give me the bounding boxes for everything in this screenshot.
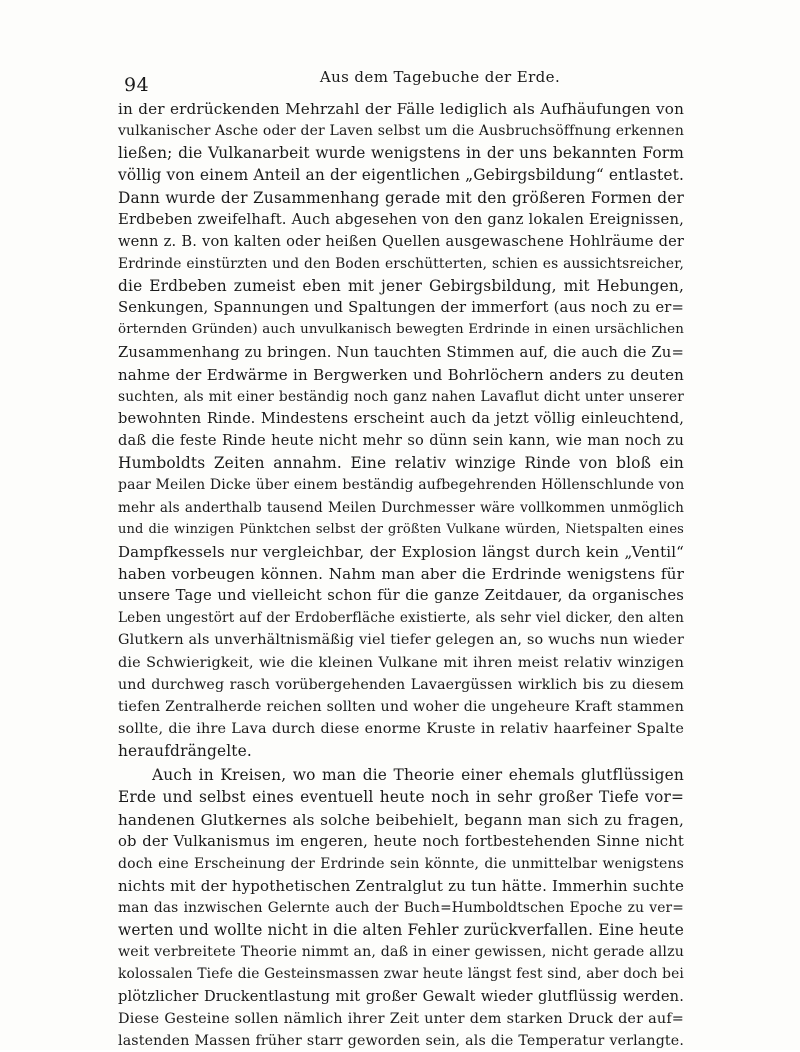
- text-line: kolossalen Tiefe die Gesteinsmassen zwar heute längst fest sind, aber doch bei: [118, 966, 684, 983]
- text-line: unsere Tage und vielleicht schon für die ganze Zeitdauer, da organisches: [118, 587, 684, 605]
- text-line: suchten, als mit einer beständig noch ganz nahen Lavaflut dicht unter unserer: [118, 388, 684, 405]
- text-line: Erdrinde einstürzten und den Boden erschütterten, schien es aussichtsreicher,: [118, 255, 684, 272]
- text-line: doch eine Erscheinung der Erdrinde sein könnte, die unmittelbar wenigstens: [118, 855, 684, 872]
- text-line: bewohnten Rinde. Mindestens erscheint auch da jetzt völlig einleuchtend,: [118, 409, 684, 427]
- text-line: Humboldts Zeiten annahm. Eine relativ winzige Rinde von bloß ein: [118, 454, 684, 473]
- text-line: werten und wollte nicht in die alten Fehler zurückverfallen. Eine heute: [118, 921, 684, 940]
- text-line: Senkungen, Spannungen und Spaltungen der immerfort (aus noch zu er=: [118, 299, 684, 317]
- text-line: wenn z. B. von kalten oder heißen Quellen ausgewaschene Hohlräume der: [118, 232, 684, 250]
- running-head: Aus dem Tagebuche der Erde.: [319, 68, 561, 86]
- text-line: daß die feste Rinde heute nicht mehr so dünn sein kann, wie man noch zu: [118, 432, 684, 450]
- text-line: Glutkern als unverhältnismäßig viel tiefer gelegen an, so wuchs nun wieder: [118, 632, 684, 649]
- text-line: nahme der Erdwärme in Bergwerken und Bohrlöchern anders zu deuten: [118, 365, 684, 384]
- text-line: örternden Gründen) auch unvulkanisch bewegten Erdrinde in einen ursächlichen: [118, 322, 684, 338]
- body-text: [118, 98, 684, 1052]
- text-line: heraufdrängelte.: [118, 742, 252, 761]
- text-line: paar Meilen Dicke über einem beständig aufbegehrenden Höllenschlunde von: [118, 477, 685, 494]
- text-line: und die winzigen Pünktchen selbst der größten Vulkane würden, Nietspalten eines: [118, 521, 684, 537]
- text-line: völlig von einem Anteil an der eigentlichen „Gebirgsbildung“ entlastet.: [118, 166, 684, 185]
- text-line: und durchweg rasch vorübergehenden Lavaergüssen wirklich bis zu diesem: [118, 676, 684, 693]
- text-line: Leben ungestört auf der Erdoberfläche existierte, als sehr viel dicker, den alten: [118, 610, 684, 627]
- text-line: lastenden Massen früher starr geworden sein, als die Temperatur verlangte.: [118, 1032, 684, 1049]
- text-line: nichts mit der hypothetischen Zentralglut zu tun hätte. Immerhin suchte: [118, 876, 684, 895]
- text-line: die Erdbeben zumeist eben mit jener Gebirgsbildung, mit Hebungen,: [118, 277, 684, 296]
- text-line: handenen Glutkernes als solche beibehielt, begann man sich zu fragen,: [118, 810, 684, 829]
- text-line: Zusammenhang zu bringen. Nun tauchten Stimmen auf, die auch die Zu=: [118, 343, 684, 361]
- text-line: haben vorbeugen können. Nahm man aber die Erdrinde wenigstens für: [118, 564, 684, 583]
- text-line: sollte, die ihre Lava durch diese enorme Kruste in relativ haarfeiner Spalte: [118, 720, 684, 737]
- paragraph-2: [118, 764, 684, 1052]
- text-line: man das inzwischen Gelernte auch der Buch=Humboldtschen Epoche zu ver=: [118, 900, 684, 917]
- text-line: Dampfkessels nur vergleichbar, der Explosion längst durch kein „Ventil“: [118, 542, 684, 561]
- text-line: ob der Vulkanismus im engeren, heute noch fortbestehenden Sinne nicht: [118, 832, 684, 850]
- text-line: Erdbeben zweifelhaft. Auch abgesehen von den ganz lokalen Ereignissen,: [118, 210, 684, 228]
- text-line: tiefen Zentralherde reichen sollten und woher die ungeheure Kraft stammen: [118, 698, 684, 715]
- text-line: Erde und selbst eines eventuell heute noch in sehr großer Tiefe vor=: [118, 788, 684, 807]
- text-line: mehr als anderthalb tausend Meilen Durchmesser wäre vollkommen unmöglich: [118, 499, 684, 516]
- text-line: Diese Gesteine sollen nämlich ihrer Zeit unter dem starken Druck der auf=: [118, 1010, 684, 1027]
- text-line: vulkanischer Asche oder der Laven selbst um die Ausbruchsöffnung erkennen: [118, 123, 684, 140]
- text-line: Auch in Kreisen, wo man die Theorie einer ehemals glutflüssigen: [152, 766, 684, 785]
- paragraph-1: [118, 98, 684, 762]
- text-line: Dann wurde der Zusammenhang gerade mit den größeren Formen der: [118, 188, 684, 207]
- text-line: in der erdrückenden Mehrzahl der Fälle lediglich als Aufhäufungen von: [118, 100, 684, 118]
- text-line: die Schwierigkeit, wie die kleinen Vulkane mit ihren meist relativ winzigen: [118, 654, 684, 671]
- text-line: weit verbreitete Theorie nimmt an, daß in einer gewissen, nicht gerade allzu: [118, 944, 684, 961]
- page-number: 94: [124, 74, 150, 96]
- text-line: plötzlicher Druckentlastung mit großer Gewalt wieder glutflüssig werden.: [118, 987, 684, 1005]
- text-line: ließen; die Vulkanarbeit wurde wenigstens in der uns bekannten Form: [118, 144, 684, 163]
